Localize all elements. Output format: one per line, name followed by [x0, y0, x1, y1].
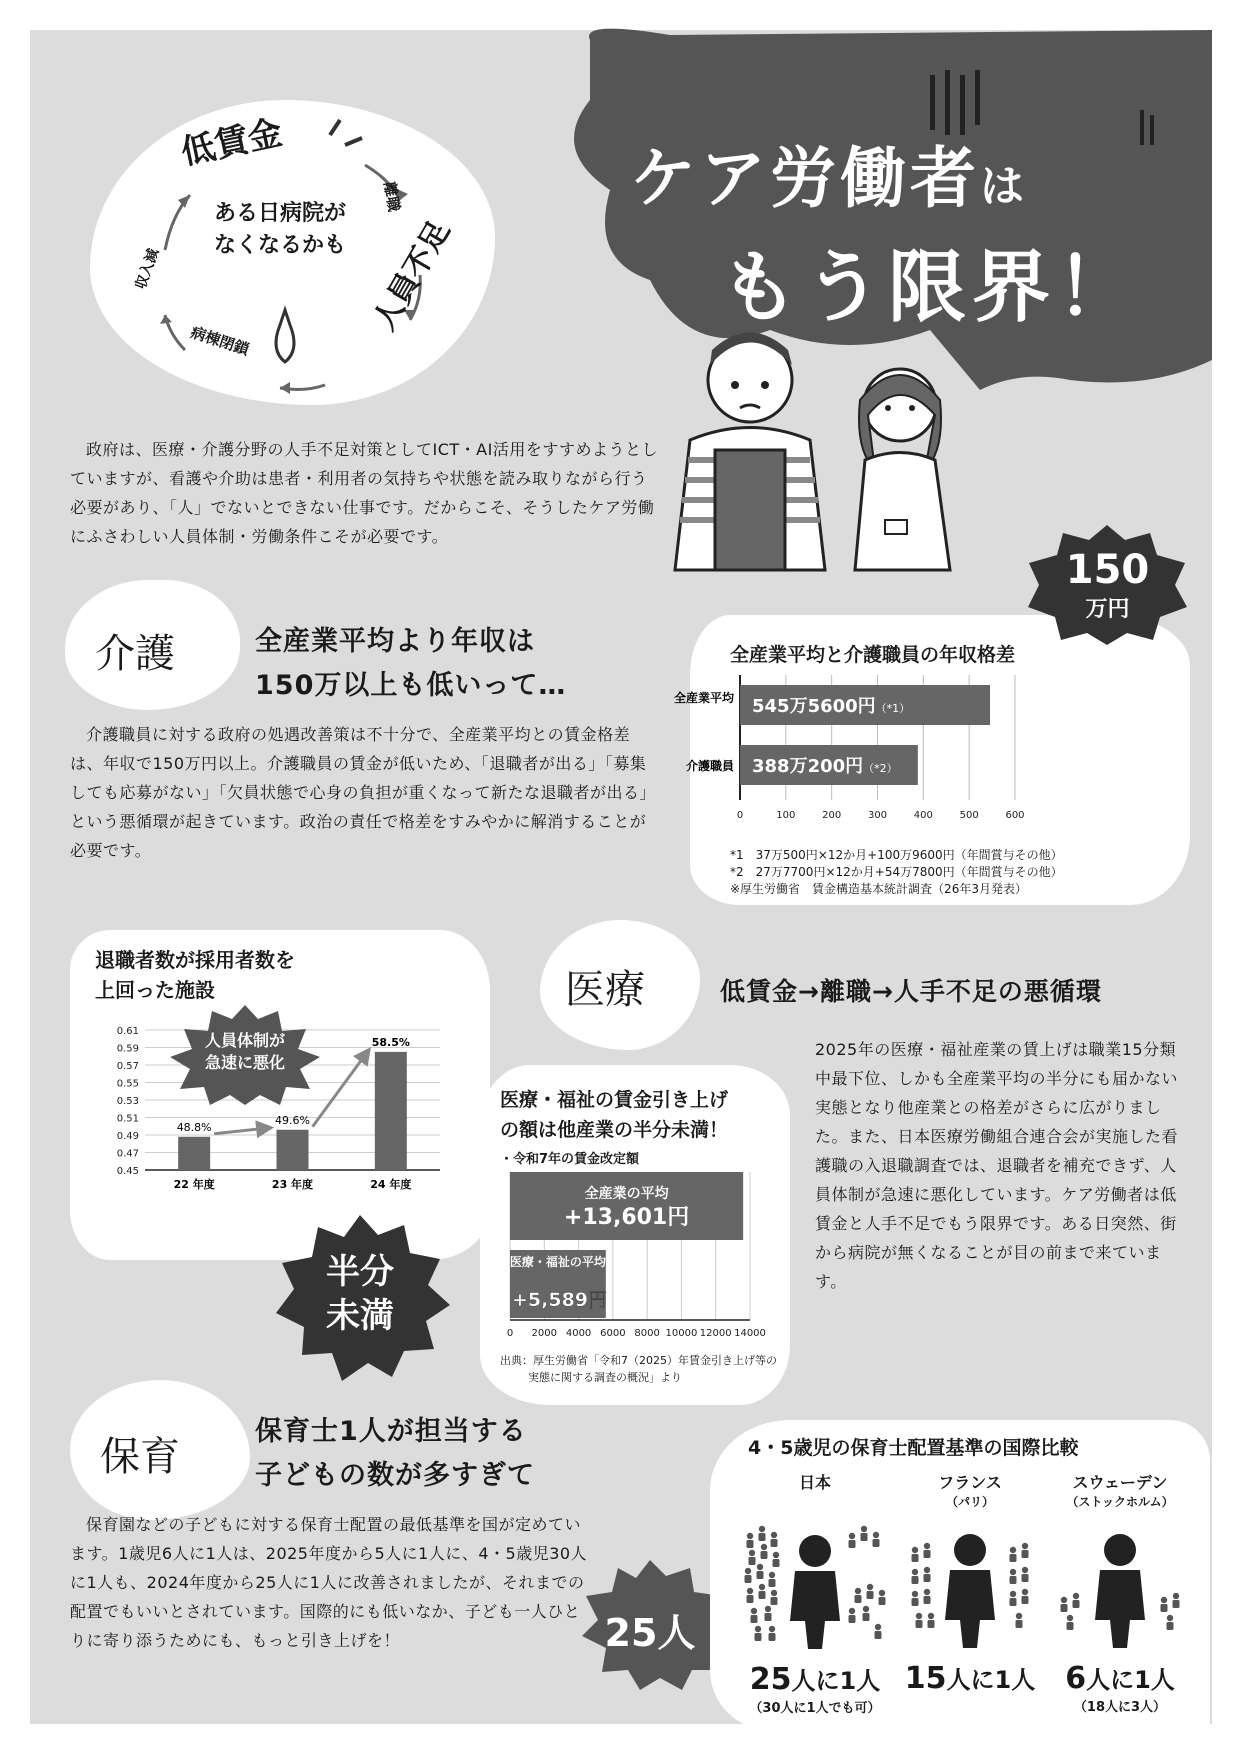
badge-half-line1: 半分 — [326, 1252, 394, 1292]
child-icon-body — [924, 1550, 931, 1558]
child-icon-body — [747, 1595, 754, 1603]
child-icon-body — [1067, 1622, 1074, 1630]
child-icon — [747, 1588, 753, 1594]
child-icon-body — [855, 1595, 862, 1603]
raise-chart-title — [500, 1085, 728, 1145]
badge-25: 25人 — [604, 1611, 696, 1655]
child-icon — [1067, 1615, 1073, 1621]
child-icon — [745, 1568, 751, 1574]
child-icon — [1022, 1567, 1028, 1573]
salary-tick-label: 400 — [913, 810, 933, 821]
child-icon — [755, 1626, 761, 1632]
salary-footnote-2: *2 27万7700円×12か月+54万7800円（年間賞与その他） — [730, 865, 1063, 879]
child-icon — [1167, 1615, 1173, 1621]
kaigo-paragraph: 介護職員に対する政府の処遇改善策は不十分で、全産業平均との賃金格差は、年収で150万円以上。介護職員の賃金が低いため、「退職者が出る」「募集しても応募がない」「欠員状態で心身の負担が重くなって新たな退職者が出る」という悪循環が起きています。政治の責任で格差をすみやかに解消することが必要です。 — [70, 725, 657, 860]
child-icon — [771, 1532, 777, 1538]
retire-category-label: 23 年度 — [271, 1178, 314, 1191]
child-icon — [773, 1552, 779, 1558]
child-icon-body — [771, 1539, 778, 1547]
child-icon — [765, 1606, 771, 1612]
retire-value-label: 48.8% — [176, 1120, 212, 1134]
salary-tick-label: 200 — [822, 810, 842, 821]
child-icon-body — [1173, 1600, 1180, 1608]
child-icon-body — [1022, 1550, 1029, 1558]
retire-tick-label: 0.61 — [116, 1026, 139, 1037]
headline-line1: ケア労働者は — [630, 140, 1028, 217]
child-icon — [879, 1590, 885, 1596]
country-france — [900, 1470, 1040, 1696]
hoiku-paragraph: 保育園などの子どもに対する保育士配置の最低基準を国が定めています。1歳児6人に1人は、2025年度から5人に1人に、4・5歳児30人に1人も、2024年度から25人に1人に改善されましたが、それまでの配置でもいいとされています。国際的にも低いなか、子ども一人ひとりに寄り添うためにも、もっと引き上げを！ — [70, 1515, 588, 1650]
child-icon — [1010, 1591, 1016, 1597]
kaigo-tag: 介護 — [95, 631, 175, 677]
cycle-center-line2: なくなるかも — [213, 233, 346, 258]
child-icon-body — [849, 1615, 856, 1623]
retire-category-label: 24 年度 — [370, 1178, 412, 1191]
sweden-ratio-note: （18人に3人） — [1073, 1700, 1167, 1715]
retire-bar — [178, 1137, 210, 1170]
child-icon-body — [755, 1633, 762, 1641]
country-sweden — [1040, 1470, 1200, 1715]
france-staff-children-icon — [905, 1520, 1035, 1650]
salary-category-label: 介護職員 — [685, 759, 734, 773]
japan-staff-children-icon — [740, 1521, 890, 1651]
raise-source — [500, 1352, 777, 1386]
child-icon-body — [759, 1533, 766, 1541]
retire-tick-label: 0.49 — [116, 1131, 139, 1142]
child-icon-body — [757, 1571, 764, 1579]
child-icon-body — [771, 1597, 778, 1605]
retire-category-label: 22 年度 — [173, 1178, 215, 1191]
child-icon — [928, 1613, 934, 1619]
child-icon — [912, 1591, 918, 1597]
child-icon — [912, 1547, 918, 1553]
child-icon — [912, 1569, 918, 1575]
child-icon — [1010, 1547, 1016, 1553]
retire-callout-line2: 急速に悪化 — [204, 1053, 285, 1072]
headline-line2: もう限界！ — [720, 243, 1141, 333]
child-icon — [759, 1584, 765, 1590]
child-icon-body — [1161, 1604, 1168, 1612]
country-sub: （パリ） — [945, 1495, 994, 1509]
child-icon — [1010, 1569, 1016, 1575]
child-icon-body — [1010, 1554, 1017, 1562]
raise-source-line2: 実態に関する調査の概況」より — [528, 1371, 682, 1384]
child-icon-body — [769, 1633, 776, 1641]
child-icon — [861, 1526, 867, 1532]
child-icon-body — [924, 1596, 931, 1604]
child-icon — [924, 1567, 930, 1573]
salary-footnotes — [730, 847, 1063, 898]
child-icon — [1073, 1593, 1079, 1599]
japan-ratio: 25人に1人 — [749, 1662, 881, 1697]
child-icon — [751, 1608, 757, 1614]
iryo-heading: 低賃金→離職→人手不足の悪循環 — [720, 977, 1102, 1006]
salary-value-label: 545万5600円（*1） — [752, 696, 911, 717]
retire-tick-label: 0.53 — [116, 1096, 139, 1107]
retire-trend-arrow — [313, 1050, 369, 1127]
child-icon — [1161, 1597, 1167, 1603]
child-icon-body — [759, 1591, 766, 1599]
child-icon-body — [749, 1557, 756, 1565]
hoiku-heading-line2: 子どもの数が多すぎて — [255, 1460, 535, 1491]
child-icon-body — [745, 1575, 752, 1583]
cycle-center-line1: ある日病院が — [213, 201, 346, 226]
salary-tick-label: 500 — [959, 810, 979, 821]
child-icon-body — [773, 1559, 780, 1567]
raise-chart-subtitle: ・令和7年の賃金改定額 — [500, 1152, 640, 1167]
child-icon-body — [1022, 1574, 1029, 1582]
salary-footnote-1: *1 37万500円×12か月+100万9600円（年間賞与その他） — [730, 848, 1063, 862]
retire-callout-line1: 人員体制が — [204, 1031, 285, 1050]
child-icon-body — [1010, 1598, 1017, 1606]
kaigo-heading — [255, 620, 675, 708]
child-icon-body — [751, 1615, 758, 1623]
sweden-staff-children-icon — [1050, 1520, 1190, 1650]
kaigo-heading-line2: 150万以上も低いって… — [255, 670, 567, 701]
child-icon — [849, 1608, 855, 1614]
child-icon-body — [1167, 1622, 1174, 1630]
country-name: 日本 — [798, 1473, 831, 1492]
child-icon — [1061, 1597, 1067, 1603]
cycle-step-shortage: 人員不足 — [366, 215, 458, 337]
child-icon — [924, 1589, 930, 1595]
hoiku-heading — [255, 1410, 535, 1498]
country-name: フランス — [938, 1473, 1002, 1492]
retire-callout — [170, 1030, 320, 1074]
salary-tick-label: 0 — [736, 810, 744, 821]
worried-workers-illustration — [660, 320, 1000, 590]
country-name: スウェーデン — [1072, 1473, 1168, 1492]
child-icon — [855, 1588, 861, 1594]
country-japan — [735, 1470, 895, 1716]
child-icon — [924, 1543, 930, 1549]
child-icon — [867, 1584, 873, 1590]
france-ratio: 15人に1人 — [904, 1661, 1036, 1696]
retire-tick-label: 0.55 — [116, 1078, 139, 1090]
retire-bar — [277, 1130, 309, 1170]
iryo-tag: 医療 — [565, 967, 645, 1013]
child-icon-body — [879, 1597, 886, 1605]
salary-tick-label: 100 — [776, 810, 796, 821]
raise-value-label: +13,601円 — [563, 1205, 690, 1230]
child-icon-body — [849, 1540, 856, 1548]
child-icon — [863, 1606, 869, 1612]
child-icon — [916, 1613, 922, 1619]
salary-tick-label: 300 — [867, 810, 888, 821]
retire-bar — [375, 1052, 407, 1170]
salary-tick-label: 600 — [1005, 810, 1025, 821]
child-icon-body — [875, 1631, 882, 1639]
retire-tick-label: 0.59 — [116, 1043, 139, 1055]
retire-value-label: 49.6% — [275, 1113, 310, 1127]
child-icon — [769, 1572, 775, 1578]
child-icon — [849, 1533, 855, 1539]
retire-tick-label: 0.47 — [116, 1148, 139, 1160]
child-icon-body — [912, 1598, 919, 1606]
raise-value-label: +5,589円 — [512, 1289, 608, 1311]
child-icon-body — [769, 1579, 776, 1587]
cycle-step-ward-closure: 病棟閉鎖 — [188, 323, 252, 359]
raise-source-line1: 出典：厚生労働省「令和7（2025）年賃金引き上げ等の — [500, 1354, 777, 1367]
child-icon — [769, 1626, 775, 1632]
raise-tick-label: 10000 — [665, 1328, 698, 1339]
child-icon-body — [912, 1554, 919, 1562]
raise-category-label: 医療・福祉の平均 — [509, 1255, 606, 1269]
child-icon-body — [873, 1539, 880, 1547]
cycle-center-text — [180, 198, 380, 262]
salary-value-label: 388万200円（*2） — [752, 756, 898, 777]
raise-title-line1: 医療・福祉の賃金引き上げ — [500, 1089, 729, 1111]
raise-tick-label: 2000 — [531, 1328, 558, 1339]
hoiku-tag: 保育 — [100, 1434, 180, 1480]
retire-trend-arrow — [214, 1128, 270, 1134]
badge-half-line2: 未満 — [326, 1296, 394, 1336]
japan-ratio-note: （30人に1人でも可） — [749, 1701, 881, 1716]
child-icon-body — [761, 1551, 768, 1559]
raise-title-line2: の額は他産業の半分未満！ — [500, 1119, 729, 1141]
sweden-ratio: 6人に1人 — [1065, 1661, 1175, 1696]
iryo-paragraph: 2025年の医療・福祉産業の賃上げは職業15分類中最下位、しかも全産業平均の半分にも届かない実態となり他産業との格差がさらに広がりました。また、日本医療労働組合連合会が実施した看護職の入退職調査では、退職者を補充できず、人員体制が急速に悪化しています。ケア労働者は低賃金と人手不足でもう限界です。ある日突然、街から病院が無くなることが目の前まで来ています。 — [815, 1040, 1179, 1291]
retire-tick-label: 0.51 — [116, 1113, 139, 1125]
child-icon-body — [924, 1574, 931, 1582]
salary-chart — [673, 670, 1130, 840]
raise-tick-label: 6000 — [600, 1328, 626, 1339]
badge-150-number: 150 — [1065, 547, 1150, 593]
badge-half — [270, 1250, 450, 1338]
child-icon-body — [863, 1613, 870, 1621]
retire-value-label: 58.5% — [371, 1035, 410, 1049]
cycle-step-low-wage: 低賃金 — [177, 112, 286, 174]
flyer-page — [30, 30, 1212, 1724]
child-icon — [771, 1590, 777, 1596]
comparison-title: 4・5歳児の保育士配置基準の国際比較 — [748, 1437, 1079, 1459]
salary-chart-title: 全産業平均と介護職員の年収格差 — [730, 644, 1016, 666]
raise-category-label: 全産業の平均 — [584, 1186, 669, 1202]
child-icon — [875, 1624, 881, 1630]
child-icon-body — [1022, 1596, 1029, 1604]
raise-tick-label: 0 — [506, 1328, 514, 1339]
child-icon — [761, 1544, 767, 1550]
raise-chart — [500, 1170, 780, 1350]
child-icon-body — [912, 1576, 919, 1584]
kaigo-heading-line1: 全産業平均より年収は — [255, 626, 535, 657]
salary-category-label: 全産業平均 — [673, 691, 734, 705]
retire-tick-label: 0.45 — [116, 1166, 139, 1177]
salary-source: ※厚生労働省 賃金構造基本統計調査（26年3月発表） — [730, 882, 1027, 896]
child-icon-body — [765, 1613, 772, 1621]
child-icon-body — [928, 1620, 935, 1628]
raise-tick-label: 8000 — [634, 1328, 660, 1339]
raise-tick-label: 14000 — [734, 1328, 766, 1339]
cycle-step-income-loss: 収入減 — [132, 246, 163, 292]
child-icon — [1022, 1589, 1028, 1595]
child-icon — [757, 1564, 763, 1570]
child-icon — [1016, 1613, 1022, 1619]
child-icon-body — [861, 1533, 868, 1541]
retire-tick-label: 0.57 — [116, 1061, 139, 1072]
child-icon-body — [1016, 1620, 1023, 1628]
cycle-step-resign: 離職 — [380, 180, 404, 214]
child-icon — [759, 1526, 765, 1532]
child-icon-body — [867, 1591, 874, 1599]
child-icon-body — [747, 1540, 754, 1548]
child-icon-body — [1073, 1600, 1080, 1608]
retire-chart-title — [95, 945, 295, 1005]
child-icon-body — [1010, 1576, 1017, 1584]
child-icon — [749, 1550, 755, 1556]
child-icon-body — [1061, 1604, 1068, 1612]
child-icon-body — [916, 1620, 923, 1628]
retire-title-line2: 上回った施設 — [95, 978, 215, 1002]
raise-tick-label: 4000 — [565, 1328, 592, 1339]
child-icon — [1022, 1543, 1028, 1549]
child-icon — [1173, 1593, 1179, 1599]
child-icon — [873, 1532, 879, 1538]
retire-title-line1: 退職者数が採用者数を — [95, 948, 295, 972]
badge-150-unit: 万円 — [1085, 597, 1130, 622]
raise-tick-label: 12000 — [699, 1328, 732, 1339]
intro-paragraph: 政府は、医療・介護分野の人手不足対策としてICT・AI活用をすすめようとしていますが、看護や介助は患者・利用者の気持ちや状態を読み取りながら行う必要があり、「人」でないとできない仕事です。だからこそ、そうしたケア労働にふさわしい人員体制・労働条件こそが必要です。 — [70, 440, 658, 546]
country-sub: （ストックホルム） — [1066, 1495, 1174, 1509]
hoiku-heading-line1: 保育士1人が担当する — [255, 1416, 527, 1447]
child-icon — [747, 1533, 753, 1539]
